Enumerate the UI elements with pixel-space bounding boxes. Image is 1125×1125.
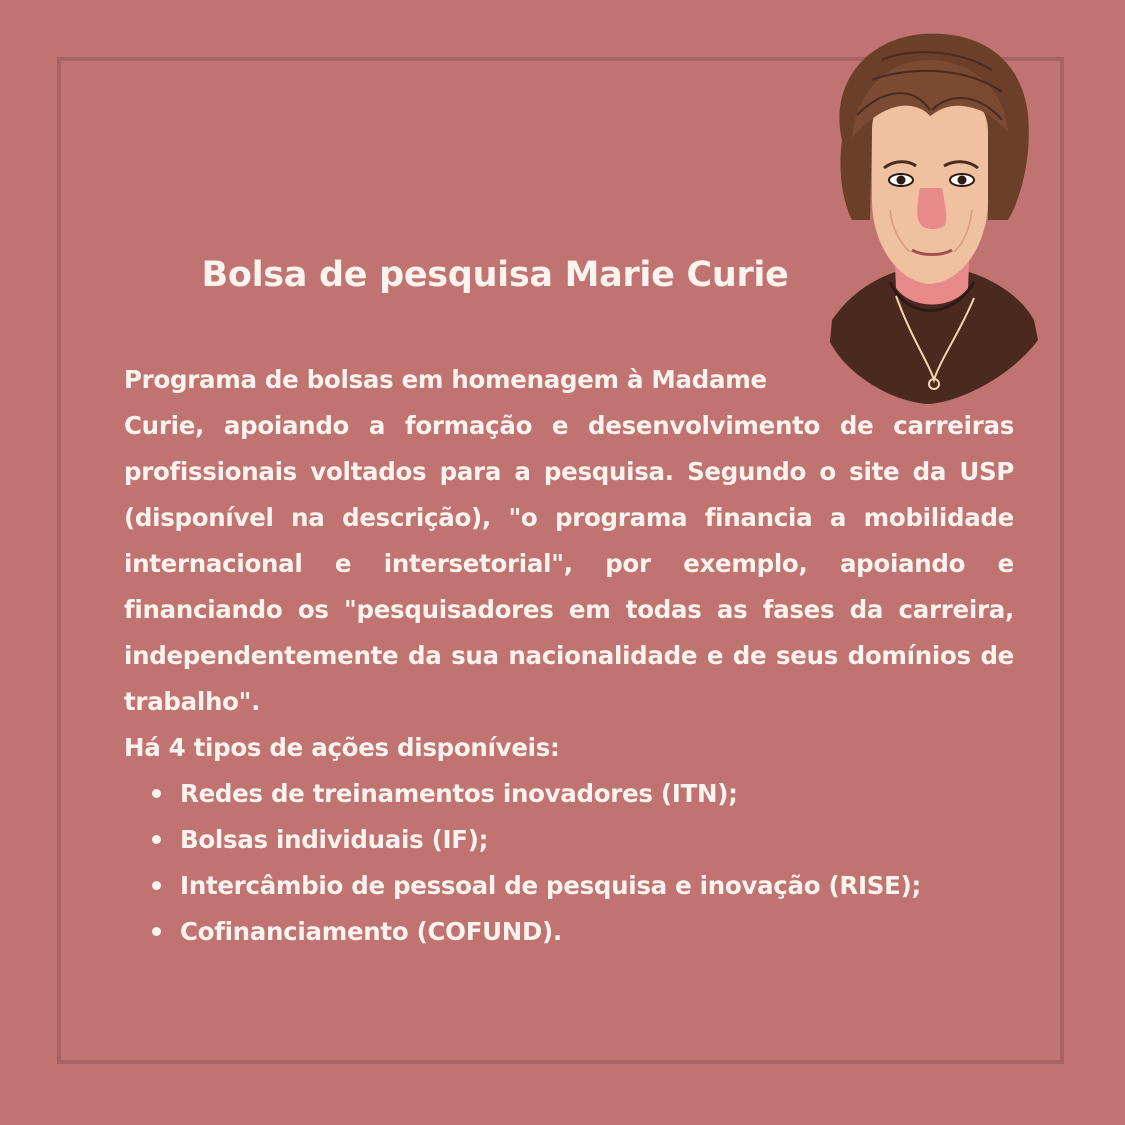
bullet-icon <box>152 835 161 844</box>
types-list <box>124 771 1014 955</box>
intro-paragraph <box>124 357 1014 725</box>
list-item <box>146 817 1014 863</box>
list-item <box>146 863 1014 909</box>
intro-first-line: Programa de bolsas em homenagem à Madame <box>124 365 767 394</box>
marie-curie-portrait-icon <box>812 20 1044 406</box>
list-item-text: Intercâmbio de pessoal de pesquisa e inovação (RISE); <box>180 871 921 900</box>
bullet-icon <box>152 927 161 936</box>
intro-rest: Curie, apoiando a formação e desenvolvimento de carreiras profissionais voltados para a pesquisa. Segundo o site da USP (disponível na descrição), "o programa financia a mobilidade internacional e intersetorial", por exemplo, apoiando e financiando os "pesquisadores em todas as fases da carreira, independentemente da sua nacionalidade e de seus domínios de trabalho". <box>124 411 1014 716</box>
nose-shape <box>917 188 946 229</box>
bullet-icon <box>152 881 161 890</box>
list-item-text: Cofinanciamento (COFUND). <box>180 917 562 946</box>
list-item-text: Redes de treinamentos inovadores (ITN); <box>180 779 738 808</box>
page-title: Bolsa de pesquisa Marie Curie <box>201 255 789 295</box>
list-item <box>146 771 1014 817</box>
list-item-text: Bolsas individuais (IF); <box>180 825 489 854</box>
types-heading: Há 4 tipos de ações disponíveis: <box>124 733 560 762</box>
content-block <box>124 357 1014 955</box>
list-item <box>146 909 1014 955</box>
bullet-icon <box>152 789 161 798</box>
